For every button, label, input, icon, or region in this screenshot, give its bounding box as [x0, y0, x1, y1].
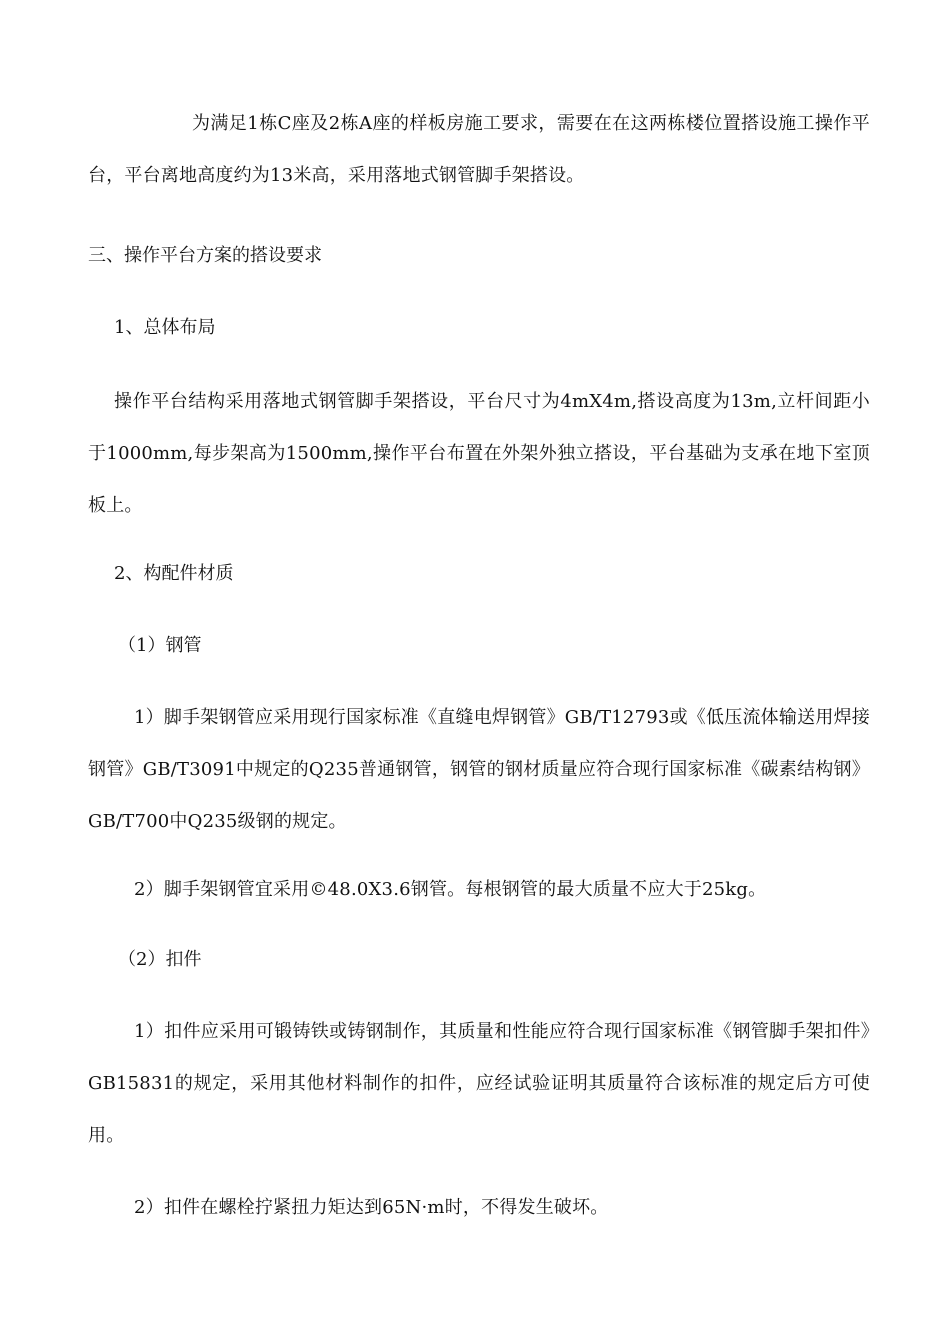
section-heading: 三、操作平台方案的搭设要求: [88, 245, 322, 266]
subsection-heading-materials: 2、构配件材质: [114, 563, 234, 584]
steel-pipe-paragraph-2: 2）脚手架钢管宜采用©48.0X3.6钢管。每根钢管的最大质量不应大于25kg。: [134, 879, 767, 900]
fastener-paragraph-2: 2）扣件在螺栓拧紧扭力矩达到65N·m时，不得发生破坏。: [134, 1197, 609, 1218]
subsection-heading-layout: 1、总体布局: [114, 317, 216, 338]
fastener-paragraph-1: 1）扣件应采用可锻铸铁或铸钢制作，其质量和性能应符合现行国家标准《钢管脚手架扣件》GB15831的规定，采用其他材料制作的扣件，应经试验证明其质量符合该标准的规定后方可使用。: [88, 1021, 870, 1146]
item-heading-fastener: （2）扣件: [118, 949, 202, 970]
layout-paragraph: 操作平台结构采用落地式钢管脚手架搭设，平台尺寸为4mX4m,搭设高度为13m,立杆间距小于1000mm,每步架高为1500mm,操作平台布置在外架外独立搭设，平台基础为支承在地下室顶板上。: [88, 391, 870, 516]
item-heading-steel-pipe: （1）钢管: [118, 635, 202, 656]
steel-pipe-paragraph-1: 1）脚手架钢管应采用现行国家标准《直缝电焊钢管》GB/T12793或《低压流体输送用焊接钢管》GB/T3091中规定的Q235普通钢管，钢管的钢材质量应符合现行国家标准《碳素结构钢》GB/T700中Q235级钢的规定。: [88, 707, 870, 832]
intro-paragraph: 为满足1栋C座及2栋A座的样板房施工要求，需要在在这两栋楼位置搭设施工操作平台，平台离地高度约为13米高，采用落地式钢管脚手架搭设。: [88, 113, 870, 186]
